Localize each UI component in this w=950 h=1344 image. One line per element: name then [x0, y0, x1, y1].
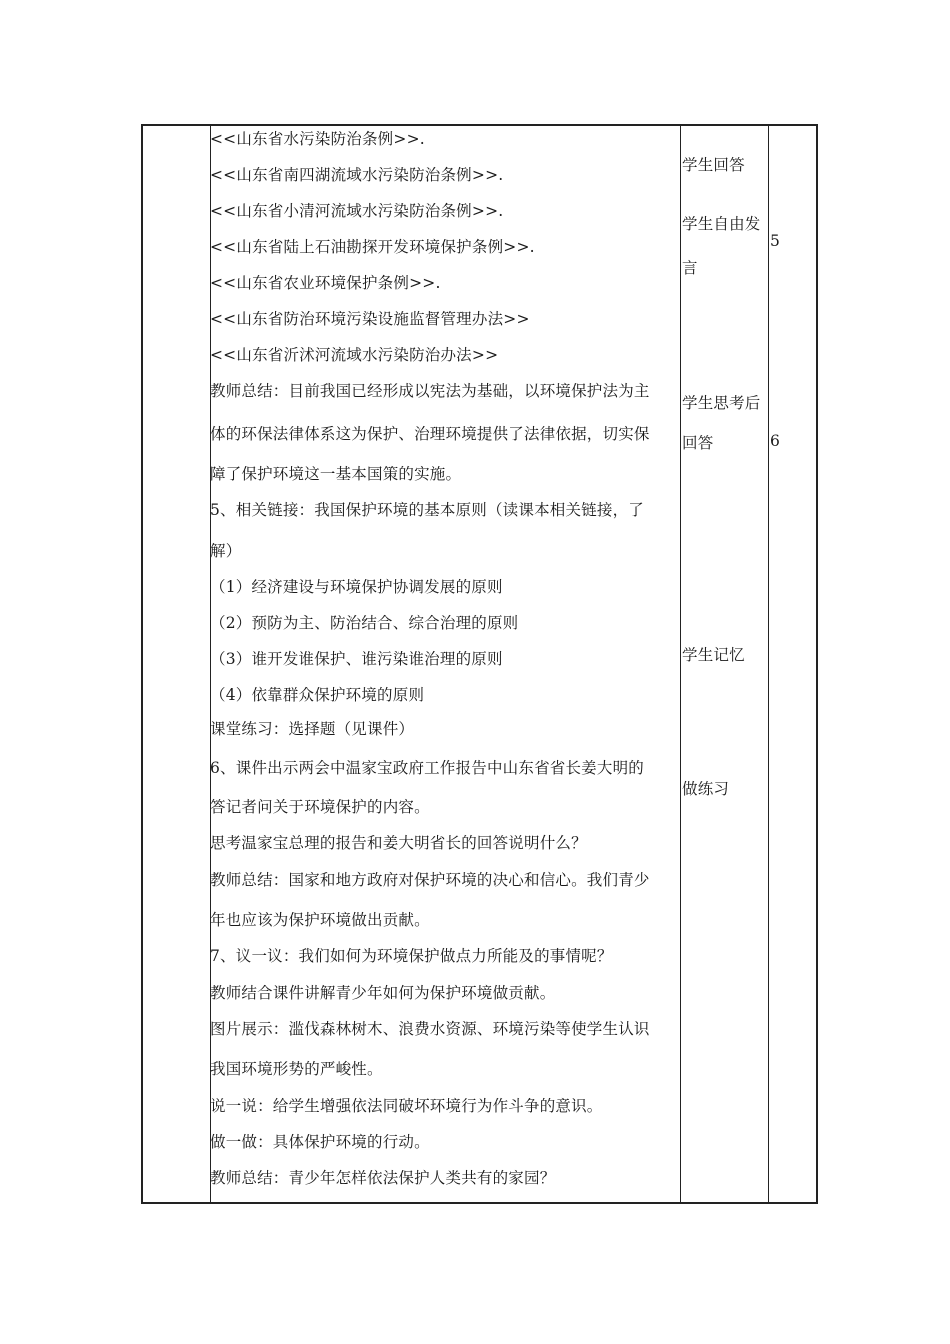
content-line: 我国环境形势的严峻性。 [210, 1060, 383, 1078]
time-value: 5 [770, 232, 781, 250]
content-line: 5、相关链接：我国保护环境的基本原则（读课本相关链接，了 [210, 501, 644, 519]
content-line: 教师结合课件讲解青少年如何为保护环境做贡献。 [210, 984, 556, 1002]
content-line: <<山东省防治环境污染设施监督管理办法>> [210, 310, 530, 328]
content-line: 做一做：具体保护环境的行动。 [210, 1133, 430, 1151]
content-line: <<山东省农业环境保护条例>>. [210, 274, 441, 292]
content-line: 6、课件出示两会中温家宝政府工作报告中山东省省长姜大明的 [210, 759, 644, 777]
column-divider-3 [768, 126, 769, 1202]
content-line: 教师总结：青少年怎样依法保护人类共有的家园？ [210, 1169, 556, 1187]
content-line: <<山东省陆上石油勘探开发环境保护条例>>. [210, 238, 535, 256]
content-line: （2）预防为主、防治结合、综合治理的原则 [210, 614, 519, 632]
student-activity-line: 学生回答 [682, 156, 745, 174]
content-line: <<山东省小清河流域水污染防治条例>>. [210, 202, 504, 220]
content-line: （4）依靠群众保护环境的原则 [210, 686, 425, 704]
content-line: 教师总结：目前我国已经形成以宪法为基础，以环境保护法为主 [210, 382, 650, 400]
content-line: （1）经济建设与环境保护协调发展的原则 [210, 578, 503, 596]
content-line: （3）谁开发谁保护、谁污染谁治理的原则 [210, 650, 503, 668]
student-activity-line: 学生思考后 [682, 394, 761, 412]
column-divider-2 [680, 126, 681, 1202]
content-line: 答记者问关于环境保护的内容。 [210, 798, 430, 816]
student-activity-line: 做练习 [682, 780, 730, 798]
content-line: <<山东省水污染防治条例>>. [210, 130, 425, 148]
student-activity-line: 言 [682, 259, 698, 277]
content-line: <<山东省沂沭河流域水污染防治办法>> [210, 346, 499, 364]
content-line: 教师总结：国家和地方政府对保护环境的决心和信心。我们青少 [210, 871, 650, 889]
content-line: <<山东省南四湖流域水污染防治条例>>. [210, 166, 504, 184]
content-line: 障了保护环境这一基本国策的实施。 [210, 465, 462, 483]
content-line: 年也应该为保护环境做出贡献。 [210, 911, 430, 929]
student-activity-line: 回答 [682, 434, 714, 452]
content-line: 图片展示：滥伐森林树木、浪费水资源、环境污染等使学生认识 [210, 1020, 650, 1038]
content-line: 体的环保法律体系这为保护、治理环境提供了法律依据，切实保 [210, 425, 650, 443]
content-line: 课堂练习：选择题（见课件） [210, 720, 415, 738]
content-line: 思考温家宝总理的报告和姜大明省长的回答说明什么？ [210, 834, 587, 852]
student-activity-line: 学生自由发 [682, 215, 761, 233]
content-line: 解） [210, 542, 242, 560]
content-line: 7、议一议：我们如何为环境保护做点力所能及的事情呢？ [210, 947, 613, 965]
student-activity-line: 学生记忆 [682, 646, 745, 664]
content-line: 说一说：给学生增强依法同破坏环境行为作斗争的意识。 [210, 1097, 603, 1115]
time-value: 6 [770, 432, 781, 450]
